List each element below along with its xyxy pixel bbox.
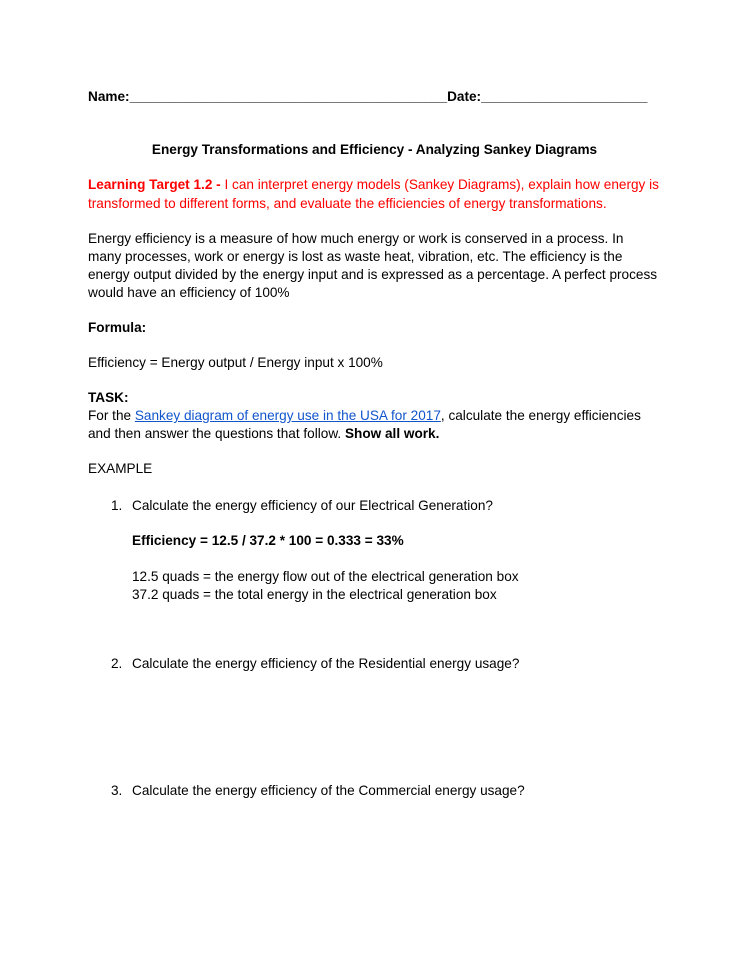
show-work-emphasis: Show all work. (344, 426, 440, 441)
question-text: Calculate the energy efficiency of the Commercial energy usage? (132, 783, 525, 798)
question-number: 3. (111, 783, 123, 798)
learning-target-line2: transformed to different forms, and evaluate the efficiencies of energy transformations. (88, 196, 607, 211)
example-equation: Efficiency = 12.5 / 37.2 * 100 = 0.333 = 33% (132, 533, 404, 548)
page-title: Energy Transformations and Efficiency - Analyzing Sankey Diagrams (151, 142, 598, 157)
learning-target-text: I can interpret energy models (Sankey Diagrams), explain how energy is (220, 177, 659, 192)
task-heading: TASK: (88, 390, 129, 405)
example-note: 12.5 quads = the energy flow out of the electrical generation box (132, 569, 519, 584)
name-label: Name: (88, 89, 130, 104)
question-number: 2. (111, 656, 123, 671)
sankey-diagram-link[interactable]: Sankey diagram of energy use in the USA for 2017 (134, 408, 441, 423)
intro-line: Energy efficiency is a measure of how much energy or work is conserved in a process. In (88, 231, 624, 246)
task-line2 (88, 425, 439, 443)
formula-heading: Formula: (88, 320, 147, 335)
intro-line: many processes, work or energy is lost as waste heat, vibration, etc. The efficiency is the (88, 249, 623, 264)
date-label: Date: (447, 89, 482, 104)
example-note: 37.2 quads = the total energy in the electrical generation box (132, 587, 497, 602)
example-label: EXAMPLE (88, 461, 153, 476)
question-text: Calculate the energy efficiency of the Residential energy usage? (132, 656, 520, 671)
task-line1 (88, 407, 641, 425)
question-number: 1. (111, 498, 123, 513)
task-line2-text: and then answer the questions that follow. (88, 426, 345, 441)
intro-line: would have an efficiency of 100% (88, 285, 290, 300)
question-text: Calculate the energy efficiency of our Electrical Generation? (132, 498, 493, 513)
learning-target-line1 (88, 176, 659, 194)
formula-text: Efficiency = Energy output / Energy input x 100% (88, 355, 383, 370)
task-prefix: For the (88, 408, 135, 423)
intro-line: energy output divided by the energy input and is expressed as a percentage. A perfect process (88, 267, 658, 282)
name-date-line (88, 88, 647, 106)
name-field[interactable]: __________________________________________ (129, 89, 448, 104)
date-field[interactable]: ______________________ (481, 89, 648, 104)
task-suffix: , calculate the energy efficiencies (440, 408, 641, 423)
learning-target-label: Learning Target 1.2 - (88, 177, 221, 192)
